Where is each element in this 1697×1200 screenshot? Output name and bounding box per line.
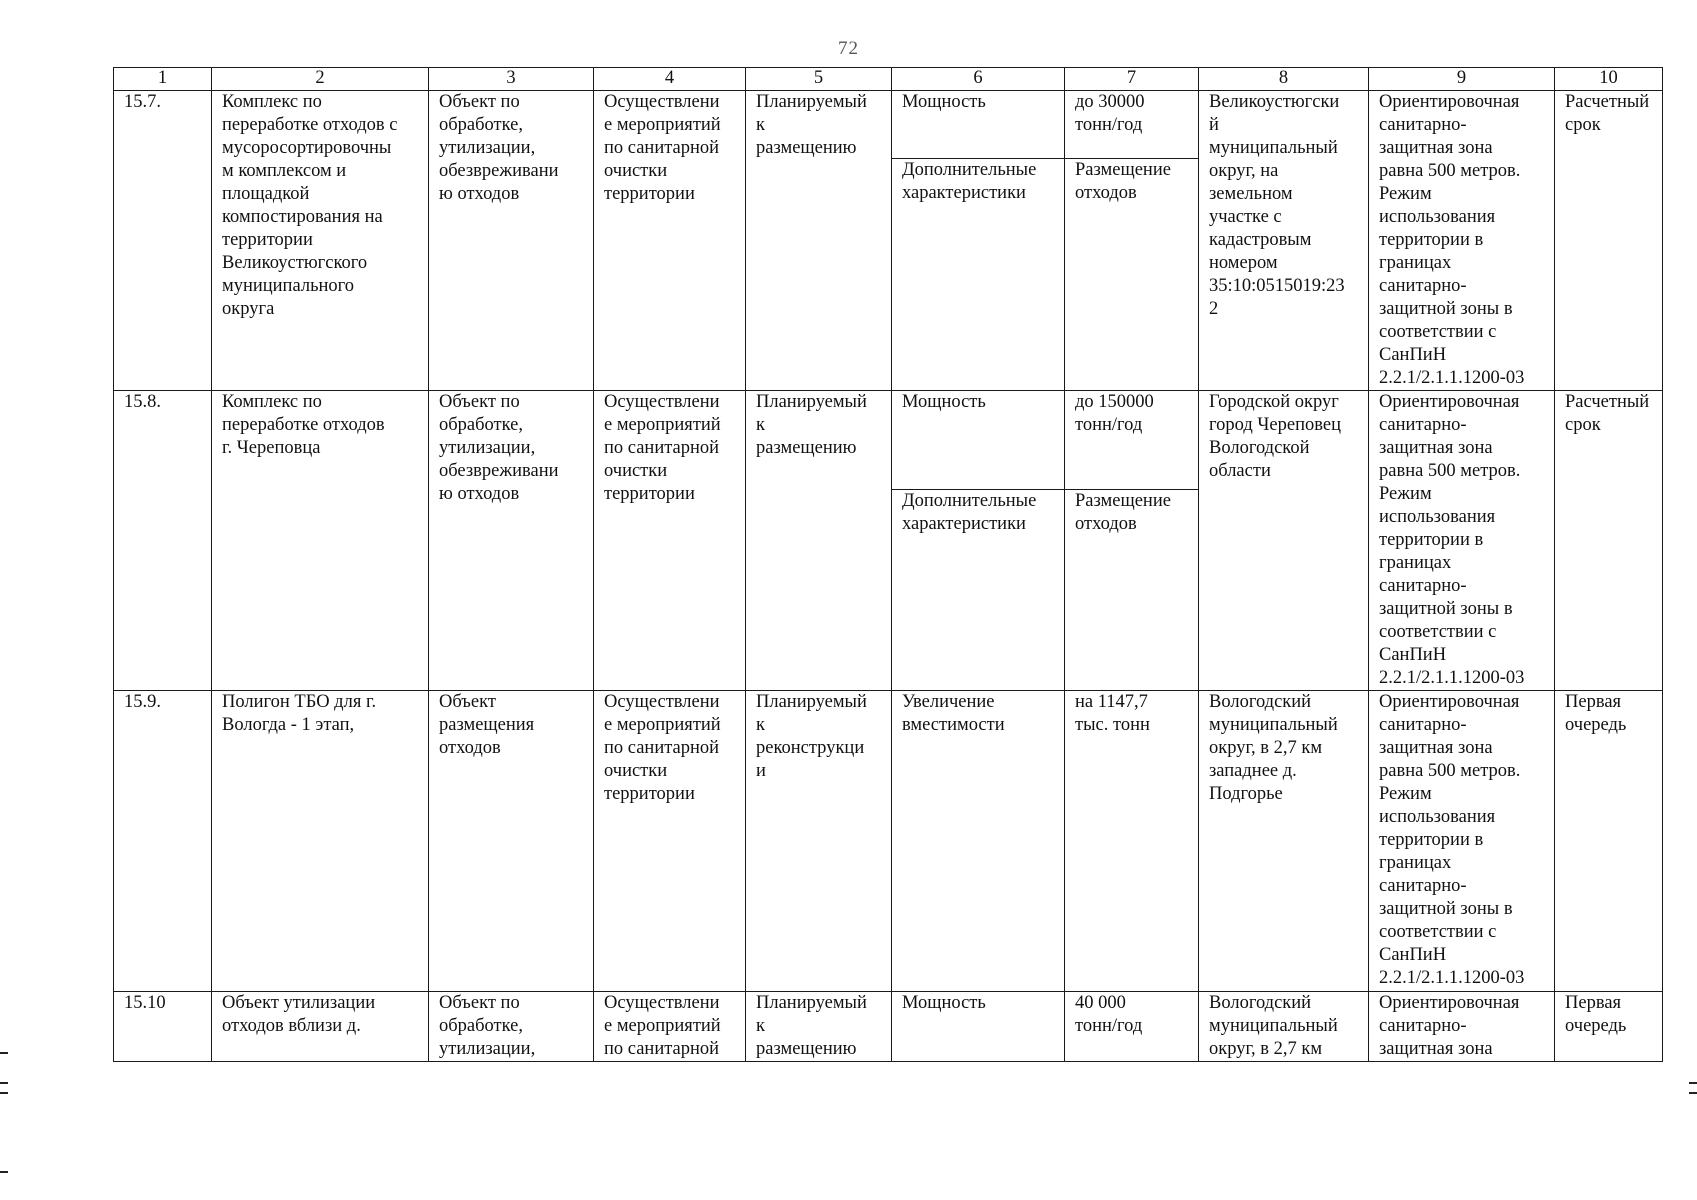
object-purpose: Осуществлени е мероприятий по санитарной [594,992,746,1062]
characteristic-name: Увеличение вместимости [892,691,1065,992]
object-type: Объект размещения отходов [429,691,594,992]
object-status: Планируемый к реконструкци и [746,691,892,992]
characteristic-value: до 30000 тонн/год [1065,91,1199,159]
row-number: 15.10 [114,992,212,1062]
table-row [114,691,1663,992]
implementation-term: Первая очередь [1555,691,1663,992]
object-location: Городской округ город Череповец Вологодской области [1199,391,1369,691]
column-number: 10 [1555,68,1663,91]
scan-edge-mark [0,1082,8,1084]
object-type: Объект по обработке, утилизации, обезвреживани ю отходов [429,91,594,391]
column-number: 1 [114,68,212,91]
object-type: Объект по обработке, утилизации, обезвреживани ю отходов [429,391,594,691]
column-number: 6 [892,68,1065,91]
characteristic-value: на 1147,7 тыс. тонн [1065,691,1199,992]
page-number: 72 [838,38,859,59]
characteristic-name: Дополнительные характеристики [892,489,1065,690]
column-number: 3 [429,68,594,91]
table-row [114,91,1663,159]
row-number: 15.7. [114,91,212,391]
table-row [114,992,1663,1062]
object-purpose: Осуществлени е мероприятий по санитарной очистки территории [594,391,746,691]
object-name: Комплекс по переработке отходов г. Череповца [212,391,429,691]
implementation-term: Расчетный срок [1555,91,1663,391]
object-purpose: Осуществлени е мероприятий по санитарной очистки территории [594,691,746,992]
object-name: Полигон ТБО для г. Вологда - 1 этап, [212,691,429,992]
column-number: 7 [1065,68,1199,91]
row-number: 15.9. [114,691,212,992]
characteristic-name: Мощность [892,992,1065,1062]
characteristic-name: Дополнительные характеристики [892,159,1065,391]
characteristic-value: Размещение отходов [1065,489,1199,690]
characteristic-value: до 150000 тонн/год [1065,391,1199,490]
scan-edge-mark [1689,1092,1697,1094]
column-number: 5 [746,68,892,91]
characteristic-value: 40 000 тонн/год [1065,992,1199,1062]
object-location: Вологодский муниципальный округ, в 2,7 км [1199,992,1369,1062]
characteristic-name: Мощность [892,91,1065,159]
scan-edge-mark [0,1092,8,1094]
object-status: Планируемый к размещению [746,91,892,391]
column-number: 8 [1199,68,1369,91]
zone-description: Ориентировочная санитарно- защитная зона [1369,992,1555,1062]
data-table [113,67,1663,1062]
object-status: Планируемый к размещению [746,391,892,691]
characteristic-value: Размещение отходов [1065,159,1199,391]
object-type: Объект по обработке, утилизации, [429,992,594,1062]
column-number-row [114,68,1663,91]
scan-edge-mark [0,1052,8,1054]
object-name: Объект утилизации отходов вблизи д. [212,992,429,1062]
column-number: 4 [594,68,746,91]
scan-edge-mark [1689,1082,1697,1084]
zone-description: Ориентировочная санитарно- защитная зона равна 500 метров. Режим использования территории в границах санитарно- защитной зоны в соответствии с СанПиН 2.2.1/2.1.1.1200-03 [1369,391,1555,691]
row-number: 15.8. [114,391,212,691]
column-number: 9 [1369,68,1555,91]
object-location: Вологодский муниципальный округ, в 2,7 км западнее д. Подгорье [1199,691,1369,992]
implementation-term: Первая очередь [1555,992,1663,1062]
object-status: Планируемый к размещению [746,992,892,1062]
implementation-term: Расчетный срок [1555,391,1663,691]
table-row [114,391,1663,490]
object-name: Комплекс по переработке отходов с мусоросортировочны м комплексом и площадкой компостирования на территории Великоустюгского муниципального округа [212,91,429,391]
zone-description: Ориентировочная санитарно- защитная зона равна 500 метров. Режим использования территории в границах санитарно- защитной зоны в соответствии с СанПиН 2.2.1/2.1.1.1200-03 [1369,691,1555,992]
object-purpose: Осуществлени е мероприятий по санитарной очистки территории [594,91,746,391]
scan-edge-mark [0,1171,8,1173]
object-location: Великоустюгски й муниципальный округ, на земельном участке с кадастровым номером 35:10:0515019:23 2 [1199,91,1369,391]
characteristic-name: Мощность [892,391,1065,490]
column-number: 2 [212,68,429,91]
zone-description: Ориентировочная санитарно- защитная зона равна 500 метров. Режим использования территории в границах санитарно- защитной зоны в соответствии с СанПиН 2.2.1/2.1.1.1200-03 [1369,91,1555,391]
